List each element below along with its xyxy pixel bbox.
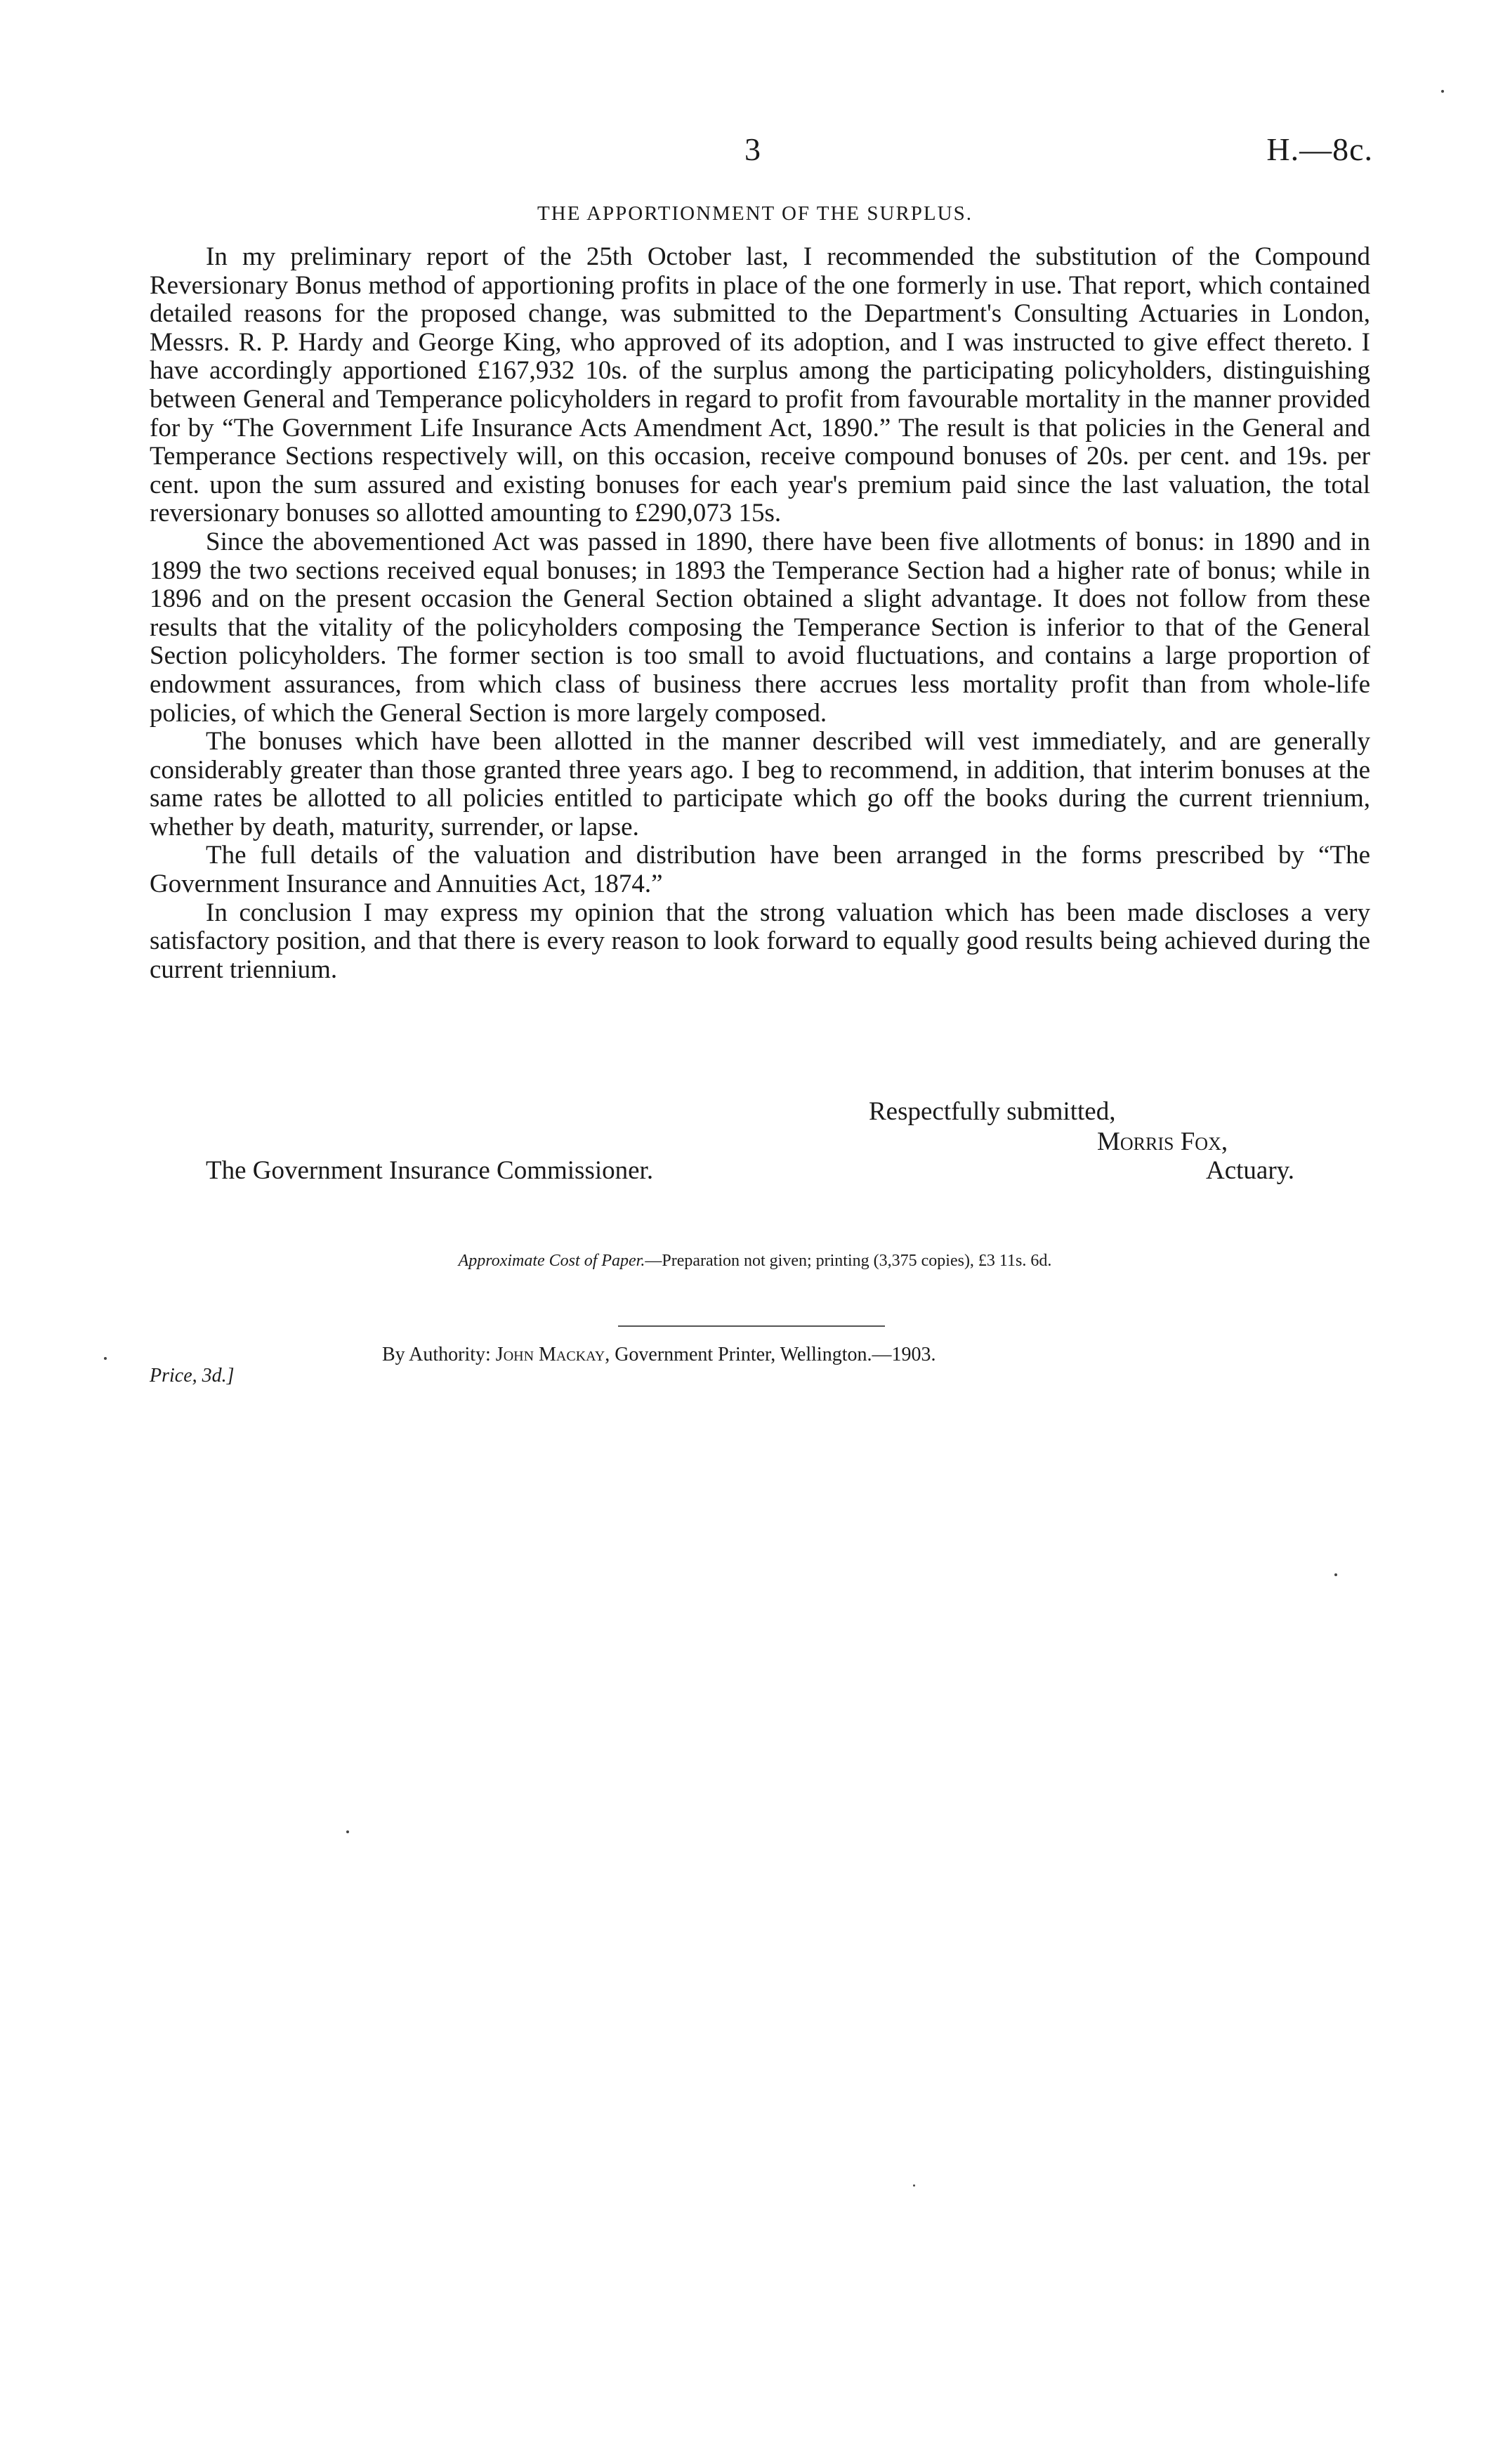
paragraph-1: In my preliminary report of the 25th October last, I recommended the substitution of the Compound Reversionary Bonus method of apportioning profits in place of the one formerly in use. That report, which contained detailed reasons for the proposed change, was submitted to the Department's Consulting Actuaries in London, Messrs. R. P. Hardy and George King, who approved of its adoption, and I was instructed to give effect thereto. I have accordingly apportioned £167,932 10s. of the surplus among the participating policyholders, distinguishing between General and Temperance policyholders in regard to profit from favourable mortality in the manner provided for by “The Government Life Insurance Acts Amendment Act, 1890.” The result is that policies in the General and Temperance Sections respectively will, on this occasion, receive compound bonuses of 20s. per cent. and 19s. per cent. upon the sum assured and existing bonuses for each year's premium paid since the last valuation, the total reversionary bonuses so allotted amounting to £290,073 15s. [150, 242, 1370, 528]
cost-of-paper-note [0, 1250, 1510, 1271]
scan-speck [913, 2184, 915, 2187]
scan-speck [346, 1830, 349, 1833]
document-reference: H.—8c. [1266, 131, 1373, 167]
scan-speck [1441, 90, 1444, 93]
paragraph-5: In conclusion I may express my opinion that the strong valuation which has been made discloses a very satisfactory position, and that there is every reason to look forward to equally good results being achieved during the current triennium. [150, 898, 1370, 984]
addressee: The Government Insurance Commissioner. [206, 1156, 654, 1185]
authority-prefix: By Authority: [382, 1344, 491, 1365]
scan-speck [104, 1357, 107, 1360]
signer-role: Actuary. [1206, 1156, 1295, 1185]
paragraph-3: The bonuses which have been allotted in the manner described will vest immediately, and are generally considerably greater than those granted three years ago. I beg to recommend, in addition, that interim bonuses at the same rates be allotted to all policies entitled to participate which go off the books during the current triennium, whether by death, maturity, surrender, or lapse. [150, 727, 1370, 841]
cost-text: —Preparation not given; printing (3,375 copies), £3 11s. 6d. [645, 1252, 1052, 1270]
authority-suffix: Government Printer, Wellington.—1903. [615, 1344, 936, 1365]
footer-rule [618, 1325, 885, 1327]
closing-line: Respectfully submitted, [869, 1097, 1116, 1126]
report-body [150, 243, 1370, 984]
page-number: 3 [744, 131, 761, 167]
price-note: Price, 3d.] [150, 1365, 235, 1387]
cost-label: Approximate Cost of Paper. [458, 1252, 645, 1270]
paragraph-2: Since the abovementioned Act was passed in 1890, there have been five allotments of bonus: in 1890 and in 1899 the two sections received equal bonuses; in 1893 the Temperance Section had a higher rate of bonus; while in 1896 and on the present occasion the General Section obtained a slight advantage. It does not follow from these results that the vitality of the policyholders composing the Temperance Section is inferior to that of the General Section policyholders. The former section is too small to avoid fluctuations, and contains a large proportion of endowment assurances, from which class of business there accrues less mortality profit than from whole-life policies, of which the General Section is more largely composed. [150, 527, 1370, 728]
section-heading: THE APPORTIONMENT OF THE SURPLUS. [537, 202, 973, 225]
scan-speck [1334, 1573, 1337, 1576]
signer-name: Morris Fox, [1097, 1127, 1228, 1156]
paragraph-4: The full details of the valuation and distribution have been arranged in the forms prescribed by “The Government Insurance and Annuities Act, 1874.” [150, 841, 1370, 899]
printer-name: John Mackay, [495, 1344, 610, 1365]
printer-authority [382, 1344, 935, 1366]
